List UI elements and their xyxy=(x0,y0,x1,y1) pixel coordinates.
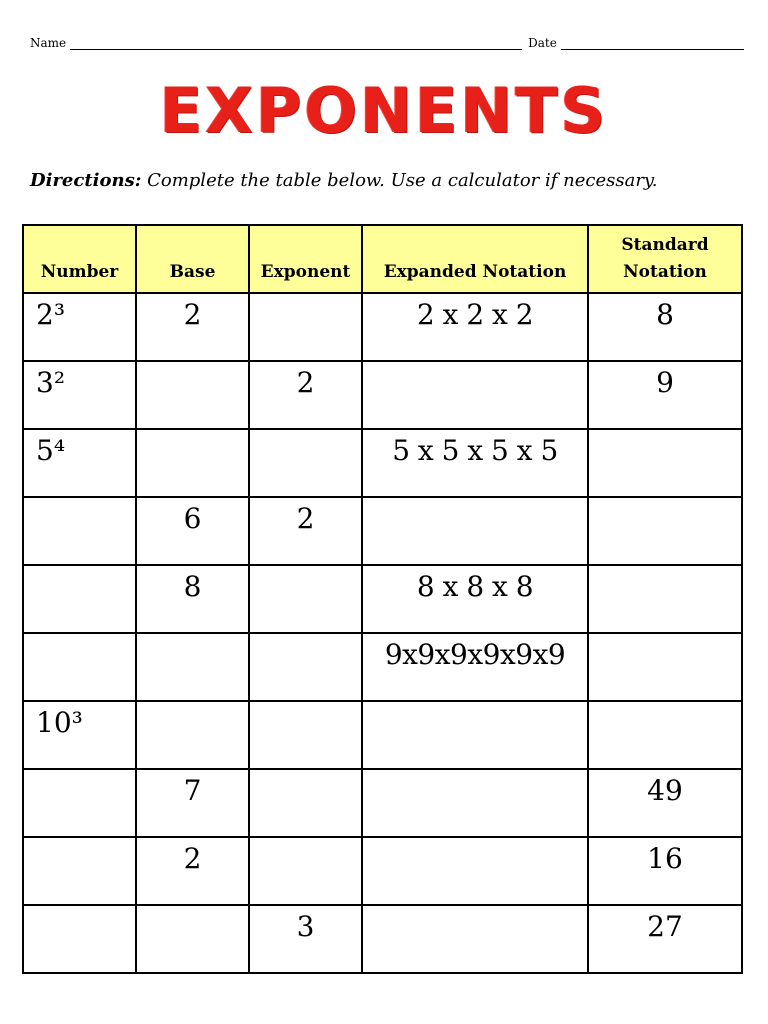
cell-expanded-notation[interactable]: 9x9x9x9x9x9 xyxy=(362,633,588,701)
name-field[interactable] xyxy=(70,37,522,50)
cell-exponent[interactable]: 2 xyxy=(249,361,362,429)
name-date-row xyxy=(30,36,744,50)
cell-number[interactable]: 10³ xyxy=(23,701,136,769)
directions-text: Complete the table below. Use a calculator if necessary. xyxy=(147,170,658,191)
table-row xyxy=(23,429,742,497)
cell-expanded-notation[interactable] xyxy=(362,497,588,565)
date-label: Date xyxy=(528,36,557,50)
table-row xyxy=(23,769,742,837)
header-number: Number xyxy=(23,225,136,293)
cell-standard-notation[interactable] xyxy=(588,429,742,497)
date-field[interactable] xyxy=(561,37,744,50)
cell-base[interactable] xyxy=(136,361,249,429)
table-row xyxy=(23,701,742,769)
cell-base[interactable] xyxy=(136,905,249,973)
exponents-table xyxy=(22,224,743,974)
table-row xyxy=(23,837,742,905)
cell-number[interactable] xyxy=(23,565,136,633)
cell-number[interactable]: 2³ xyxy=(23,293,136,361)
cell-number[interactable]: 5⁴ xyxy=(23,429,136,497)
header-expanded-notation: Expanded Notation xyxy=(362,225,588,293)
cell-expanded-notation[interactable] xyxy=(362,701,588,769)
table-row xyxy=(23,361,742,429)
cell-base[interactable]: 6 xyxy=(136,497,249,565)
cell-standard-notation[interactable] xyxy=(588,565,742,633)
cell-base[interactable]: 2 xyxy=(136,293,249,361)
name-label: Name xyxy=(30,36,67,50)
cell-exponent[interactable] xyxy=(249,837,362,905)
cell-exponent[interactable] xyxy=(249,769,362,837)
header-standard-line2: Notation xyxy=(623,262,707,282)
cell-base[interactable] xyxy=(136,701,249,769)
table-row xyxy=(23,633,742,701)
cell-expanded-notation[interactable] xyxy=(362,837,588,905)
cell-number[interactable]: 3² xyxy=(23,361,136,429)
cell-standard-notation[interactable]: 27 xyxy=(588,905,742,973)
cell-base[interactable]: 8 xyxy=(136,565,249,633)
cell-exponent[interactable]: 3 xyxy=(249,905,362,973)
cell-base[interactable]: 7 xyxy=(136,769,249,837)
header-standard-notation xyxy=(588,225,742,293)
cell-standard-notation[interactable]: 9 xyxy=(588,361,742,429)
cell-expanded-notation[interactable]: 2 x 2 x 2 xyxy=(362,293,588,361)
cell-standard-notation[interactable]: 16 xyxy=(588,837,742,905)
worksheet-title: EXPONENTS xyxy=(159,74,609,147)
cell-exponent[interactable] xyxy=(249,293,362,361)
cell-expanded-notation[interactable] xyxy=(362,361,588,429)
cell-base[interactable] xyxy=(136,429,249,497)
cell-number[interactable] xyxy=(23,769,136,837)
cell-exponent[interactable] xyxy=(249,429,362,497)
cell-standard-notation[interactable]: 8 xyxy=(588,293,742,361)
cell-standard-notation[interactable]: 49 xyxy=(588,769,742,837)
directions-label: Directions: xyxy=(30,170,142,191)
cell-exponent[interactable] xyxy=(249,701,362,769)
table-row xyxy=(23,565,742,633)
cell-number[interactable] xyxy=(23,905,136,973)
header-base: Base xyxy=(136,225,249,293)
cell-exponent[interactable] xyxy=(249,565,362,633)
directions xyxy=(30,170,657,191)
cell-expanded-notation[interactable] xyxy=(362,905,588,973)
cell-expanded-notation[interactable] xyxy=(362,769,588,837)
cell-expanded-notation[interactable]: 5 x 5 x 5 x 5 xyxy=(362,429,588,497)
table-header-row xyxy=(23,225,742,293)
cell-number[interactable] xyxy=(23,497,136,565)
header-standard-line1: Standard xyxy=(621,235,709,255)
cell-standard-notation[interactable] xyxy=(588,497,742,565)
cell-number[interactable] xyxy=(23,837,136,905)
cell-number[interactable] xyxy=(23,633,136,701)
table-row xyxy=(23,497,742,565)
cell-base[interactable]: 2 xyxy=(136,837,249,905)
cell-standard-notation[interactable] xyxy=(588,701,742,769)
cell-base[interactable] xyxy=(136,633,249,701)
cell-exponent[interactable] xyxy=(249,633,362,701)
cell-standard-notation[interactable] xyxy=(588,633,742,701)
cell-exponent[interactable]: 2 xyxy=(249,497,362,565)
table-row xyxy=(23,905,742,973)
header-exponent: Exponent xyxy=(249,225,362,293)
table-row xyxy=(23,293,742,361)
cell-expanded-notation[interactable]: 8 x 8 x 8 xyxy=(362,565,588,633)
